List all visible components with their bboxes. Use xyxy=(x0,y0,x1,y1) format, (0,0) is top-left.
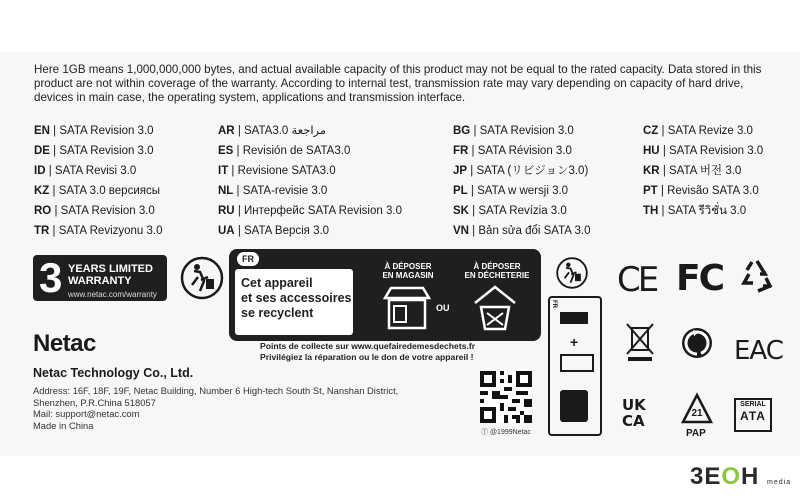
collection-points-text: Points de collecte sur www.quefairedemesdechets.fr Privilégiez la réparation ou le don de votre appareil ! xyxy=(260,341,476,362)
lang-row: FR | SATA Révision 3.0 xyxy=(453,145,572,157)
lang-row: NL | SATA-revisie 3.0 xyxy=(218,185,328,197)
lang-row: EN | SATA Revision 3.0 xyxy=(34,125,154,137)
serial-ata-logo: SERIAL ATA xyxy=(734,398,772,432)
lang-row: BG | SATA Revision 3.0 xyxy=(453,125,574,137)
fr-badge: FR xyxy=(237,252,259,266)
recycle-message: Cet appareil et ses accessoires se recyclent xyxy=(241,276,352,320)
lang-row: ES | Revisión de SATA3.0 xyxy=(218,145,351,157)
fcc-mark: FC xyxy=(676,258,724,299)
or-label: OU xyxy=(436,303,450,313)
lang-row: RO | SATA Revision 3.0 xyxy=(34,205,155,217)
warranty-years: 3 xyxy=(39,254,63,301)
shop-icon xyxy=(381,284,433,332)
trash-icon xyxy=(560,390,588,422)
recycle-person-icon xyxy=(555,256,589,290)
eac-mark: EAC xyxy=(734,336,783,366)
lang-column-1 xyxy=(34,121,163,241)
lang-row: UA | SATA Версія 3.0 xyxy=(218,225,330,237)
lang-column-4 xyxy=(643,121,763,221)
disclaimer-text: Here 1GB means 1,000,000,000 bytes, and actual available capacity of this product may not be equal to the rated capacity. Data stored in this product are not within coverage of the warranty. According to internal test, transmission rate may vary depending on capacity of hard drive, devices in main case, the operating system, applications and transmission interface. xyxy=(34,63,762,104)
lang-row: JP | SATA (リビジョン3.0) xyxy=(453,165,589,177)
lang-row: VN | Bản sửa đổi SATA 3.0 xyxy=(453,225,591,237)
site-watermark: 3EOH media xyxy=(690,463,792,490)
company-address: Address: 16F, 18F, 19F, Netac Building, Number 6 High-tech South St, Nanshan District, Shenzhen, P.R.China 518057 Mail: support@netac.com xyxy=(33,385,399,419)
ce-mark: CE xyxy=(617,260,657,300)
warranty-url: www.netac.com/warranty xyxy=(68,290,157,299)
lang-row: AR | SATA3.0 مراجعة xyxy=(218,125,327,137)
lang-column-3 xyxy=(453,121,591,241)
green-dot-icon xyxy=(680,326,714,360)
lang-row: ID | SATA Revisi 3.0 xyxy=(34,165,137,177)
warranty-line1: YEARS LIMITED xyxy=(68,263,153,275)
lang-row: PT | Revisão SATA 3.0 xyxy=(643,185,759,197)
store-option-heading: À DÉPOSER EN MAGASIN xyxy=(382,262,434,280)
ssd-drawing-icon xyxy=(560,312,588,324)
warranty-line2: WARRANTY xyxy=(68,275,132,287)
lang-row: IT | Revisione SATA3.0 xyxy=(218,165,336,177)
made-in: Made in China xyxy=(33,420,94,431)
crossed-bin-icon xyxy=(624,322,656,362)
warranty-badge xyxy=(33,255,167,301)
netac-logo: Netac xyxy=(33,330,96,357)
company-name: Netac Technology Co., Ltd. xyxy=(33,366,194,380)
lang-column-2 xyxy=(218,121,402,241)
lang-row: KZ | SATA 3.0 версиясы xyxy=(34,185,160,197)
lang-row: HU | SATA Revision 3.0 xyxy=(643,145,764,157)
lang-row: PL | SATA w wersji 3.0 xyxy=(453,185,569,197)
dump-option-heading: À DÉPOSER EN DÉCHETERIE xyxy=(464,262,530,280)
triman-block xyxy=(229,249,541,341)
lang-row: TH | SATA รีวิชั่น 3.0 xyxy=(643,205,747,217)
recycle-arrows-icon xyxy=(738,258,776,294)
box-drawing-icon xyxy=(560,354,594,372)
lang-row: DE | SATA Revision 3.0 xyxy=(34,145,154,157)
pap-label: PAP xyxy=(686,428,706,439)
pap-number: 21 xyxy=(691,408,703,419)
lang-row: TR | SATA Revizyonu 3.0 xyxy=(34,225,163,237)
lang-row: KR | SATA 버전 3.0 xyxy=(643,165,742,177)
recycle-person-icon xyxy=(180,255,224,301)
facebook-handle: ⓕ @1999Netac xyxy=(481,429,531,436)
qr-code-icon xyxy=(480,371,532,423)
ukca-mark: UK CA xyxy=(622,396,646,430)
lang-row: CZ | SATA Revize 3.0 xyxy=(643,125,753,137)
lang-row: SK | SATA Revízia 3.0 xyxy=(453,205,567,217)
recycle-bin-icon xyxy=(469,283,521,335)
lang-row: RU | Интерфейс SATA Revision 3.0 xyxy=(218,205,402,217)
sorting-panel: FR + xyxy=(548,296,602,436)
